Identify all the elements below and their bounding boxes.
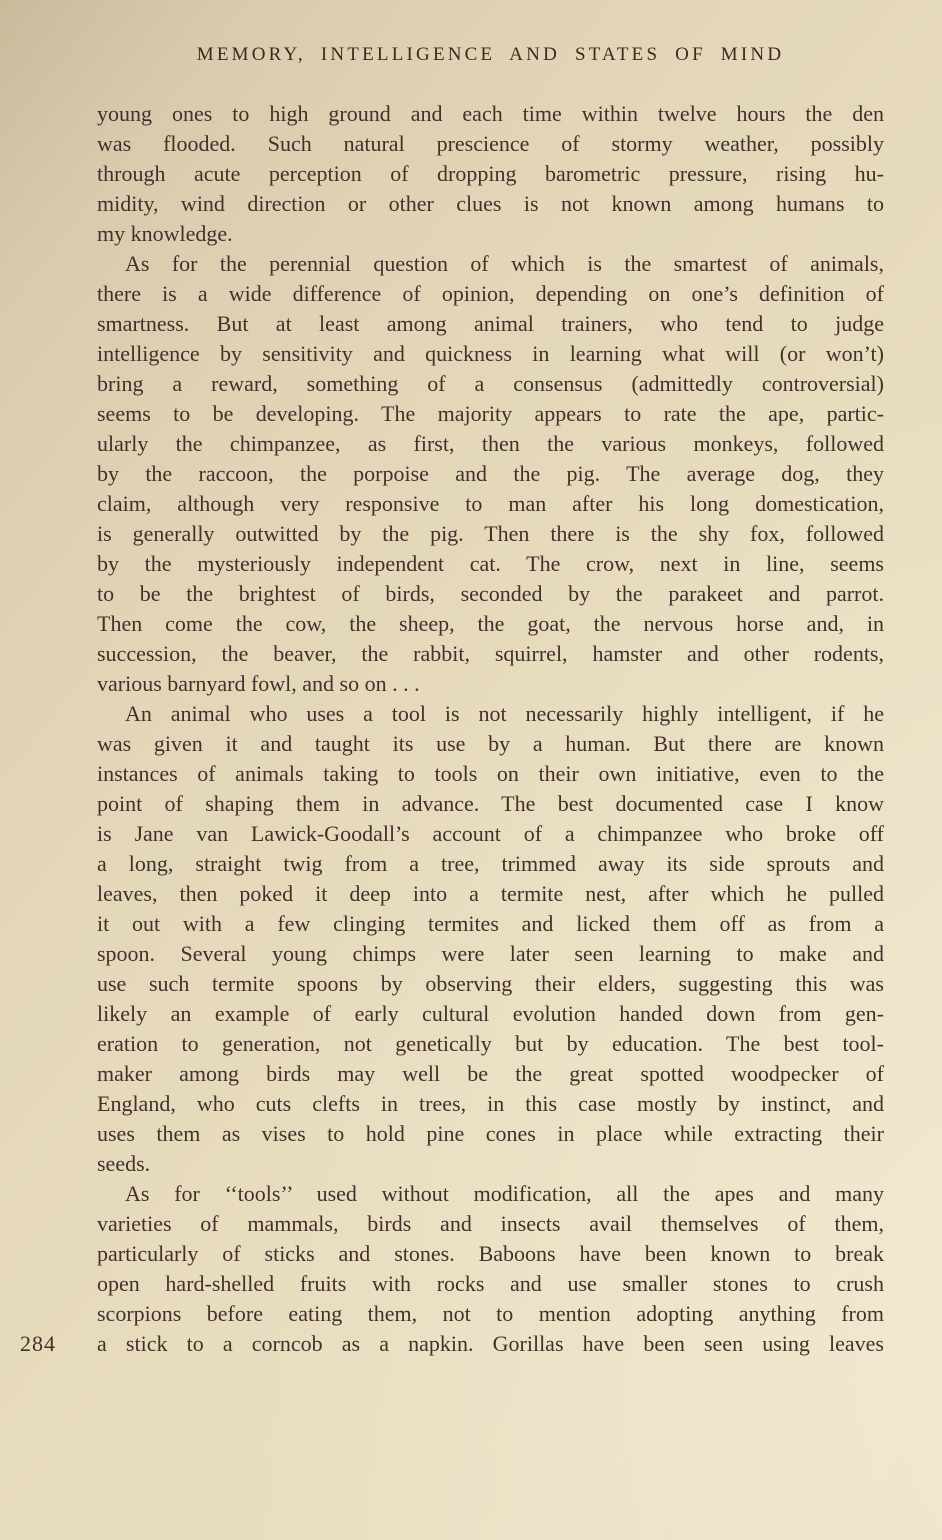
text-line: varieties of mammals, birds and insects avail themselves of them, bbox=[97, 1211, 884, 1236]
text-line: point of shaping them in advance. The best documented case I know bbox=[97, 791, 884, 816]
text-line: was flooded. Such natural prescience of stormy weather, possibly bbox=[97, 131, 884, 156]
text-line: to be the brightest of birds, seconded by the parakeet and parrot. bbox=[97, 581, 884, 606]
text-line: leaves, then poked it deep into a termite nest, after which he pulled bbox=[97, 881, 884, 906]
text-line: England, who cuts clefts in trees, in this case mostly by instinct, and bbox=[97, 1091, 884, 1116]
text-line: particularly of sticks and stones. Baboons have been known to break bbox=[97, 1241, 884, 1266]
text-line: smartness. But at least among animal trainers, who tend to judge bbox=[97, 311, 884, 336]
text-line: claim, although very responsive to man after his long domestication, bbox=[97, 491, 884, 516]
text-line: As for ‘‘tools’’ used without modification, all the apes and many bbox=[125, 1181, 884, 1206]
text-line: seeds. bbox=[97, 1151, 151, 1176]
text-line: a long, straight twig from a tree, trimmed away its side sprouts and bbox=[97, 851, 884, 876]
text-line: is generally outwitted by the pig. Then there is the shy fox, followed bbox=[97, 521, 884, 546]
text-line: use such termite spoons by observing their elders, suggesting this was bbox=[97, 971, 884, 996]
running-header: MEMORY, INTELLIGENCE AND STATES OF MIND bbox=[196, 44, 785, 65]
text-line: uses them as vises to hold pine cones in place while extracting their bbox=[97, 1121, 884, 1146]
text-line: spoon. Several young chimps were later seen learning to make and bbox=[97, 941, 884, 966]
text-line: bring a reward, something of a consensus (admittedly controversial) bbox=[97, 371, 884, 396]
text-line: by the raccoon, the porpoise and the pig. The average dog, they bbox=[97, 461, 884, 486]
text-line: through acute perception of dropping barometric pressure, rising hu- bbox=[97, 161, 884, 186]
text-line: by the mysteriously independent cat. The crow, next in line, seems bbox=[97, 551, 884, 576]
text-line: maker among birds may well be the great spotted woodpecker of bbox=[97, 1061, 884, 1086]
text-line: likely an example of early cultural evolution handed down from gen- bbox=[97, 1001, 884, 1026]
text-line: scorpions before eating them, not to mention adopting anything from bbox=[97, 1301, 884, 1326]
text-line: eration to generation, not genetically but by education. The best tool- bbox=[97, 1031, 884, 1056]
text-line: it out with a few clinging termites and licked them off as from a bbox=[97, 911, 884, 936]
text-line: midity, wind direction or other clues is not known among humans to bbox=[97, 191, 884, 216]
text-line: young ones to high ground and each time within twelve hours the den bbox=[97, 101, 884, 126]
page-number: 284 bbox=[20, 1331, 56, 1356]
page-body-text bbox=[97, 99, 884, 1359]
text-line: An animal who uses a tool is not necessarily highly intelligent, if he bbox=[125, 701, 884, 726]
text-line: various barnyard fowl, and so on . . . bbox=[97, 671, 420, 696]
text-line: a stick to a corncob as a napkin. Gorillas have been seen using leaves bbox=[97, 1331, 884, 1356]
text-line: intelligence by sensitivity and quickness in learning what will (or won’t) bbox=[97, 341, 884, 366]
text-line: there is a wide difference of opinion, depending on one’s definition of bbox=[97, 281, 884, 306]
text-line: is Jane van Lawick-Goodall’s account of a chimpanzee who broke off bbox=[97, 821, 884, 846]
text-line: my knowledge. bbox=[97, 221, 233, 246]
text-line: Then come the cow, the sheep, the goat, the nervous horse and, in bbox=[97, 611, 884, 636]
text-line: instances of animals taking to tools on their own initiative, even to the bbox=[97, 761, 884, 786]
text-line: ularly the chimpanzee, as first, then the various monkeys, followed bbox=[97, 431, 884, 456]
text-line: As for the perennial question of which is the smartest of animals, bbox=[125, 251, 884, 276]
text-line: was given it and taught its use by a human. But there are known bbox=[97, 731, 884, 756]
text-line: seems to be developing. The majority appears to rate the ape, partic- bbox=[97, 401, 884, 426]
text-line: open hard-shelled fruits with rocks and use smaller stones to crush bbox=[97, 1271, 884, 1296]
text-line: succession, the beaver, the rabbit, squirrel, hamster and other rodents, bbox=[97, 641, 884, 666]
